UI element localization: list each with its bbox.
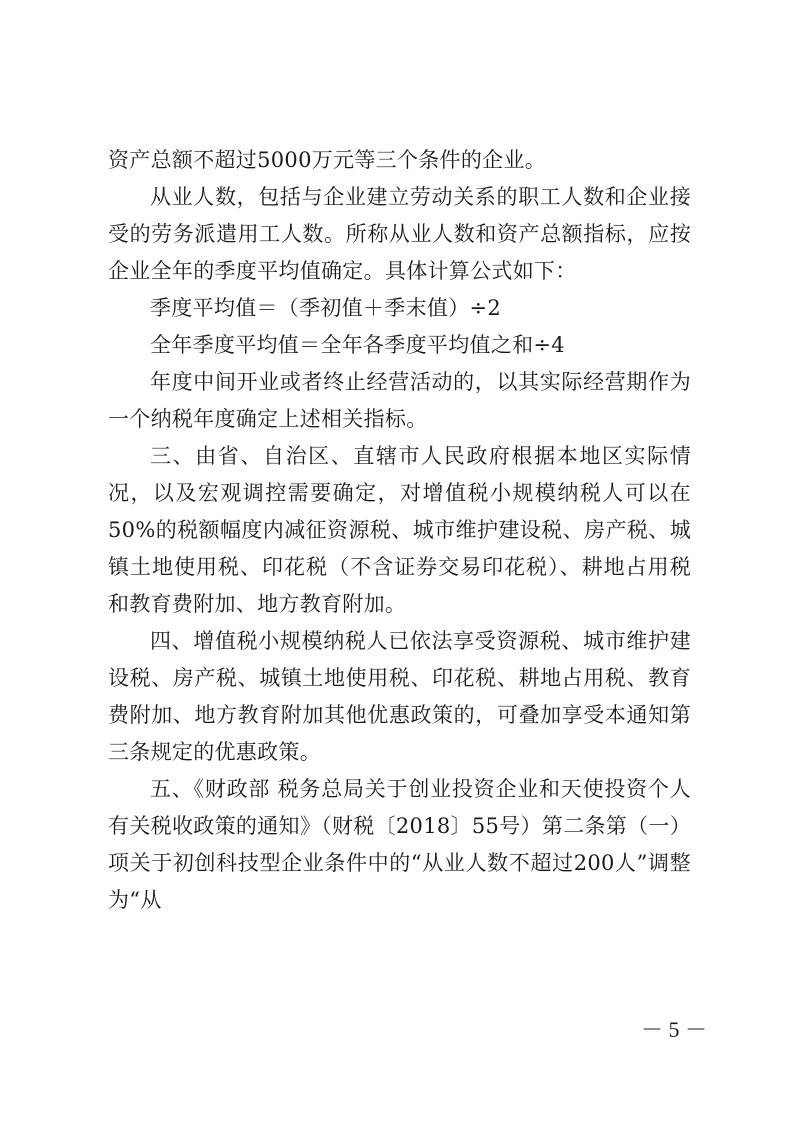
paragraph-article-three: 三、由省、自治区、直辖市人民政府根据本地区实际情况，以及宏观调控需要确定，对增值税小规模纳税人可以在50%的税额幅度内减征资源税、城市维护建设税、房产税、城镇土地使用税、印花税（不含证券交易印花税）、耕地占用税和教育费附加、地方教育附加。 [108,444,691,616]
paragraph-partial-year: 年度中间开业或者终止经营活动的，以其实际经营期作为一个纳税年度确定上述相关指标。 [108,370,691,431]
page-number: － 5 － [641,1017,708,1042]
formula-quarterly-average: 季度平均值＝（季初值＋季末值）÷2 [150,296,502,320]
formula-annual-average: 全年季度平均值＝全年各季度平均值之和÷4 [150,333,565,357]
document-body [108,142,691,919]
paragraph-continuation: 资产总额不超过5000万元等三个条件的企业。 [108,148,547,172]
paragraph-article-five: 五、《财政部 税务总局关于创业投资企业和天使投资个人有关税收政策的通知》（财税〔2018〕55号）第二条第（一）项关于初创科技型企业条件中的“从业人数不超过200人”调整为“从 [108,777,691,912]
paragraph-employee-count: 从业人数，包括与企业建立劳动关系的职工人数和企业接受的劳务派遣用工人数。所称从业人数和资产总额指标，应按企业全年的季度平均值确定。具体计算公式如下： [108,185,691,283]
paragraph-article-four: 四、增值税小规模纳税人已依法享受资源税、城市维护建设税、房产税、城镇土地使用税、印花税、耕地占用税、教育费附加、地方教育附加其他优惠政策的，可叠加享受本通知第三条规定的优惠政策。 [108,629,691,764]
